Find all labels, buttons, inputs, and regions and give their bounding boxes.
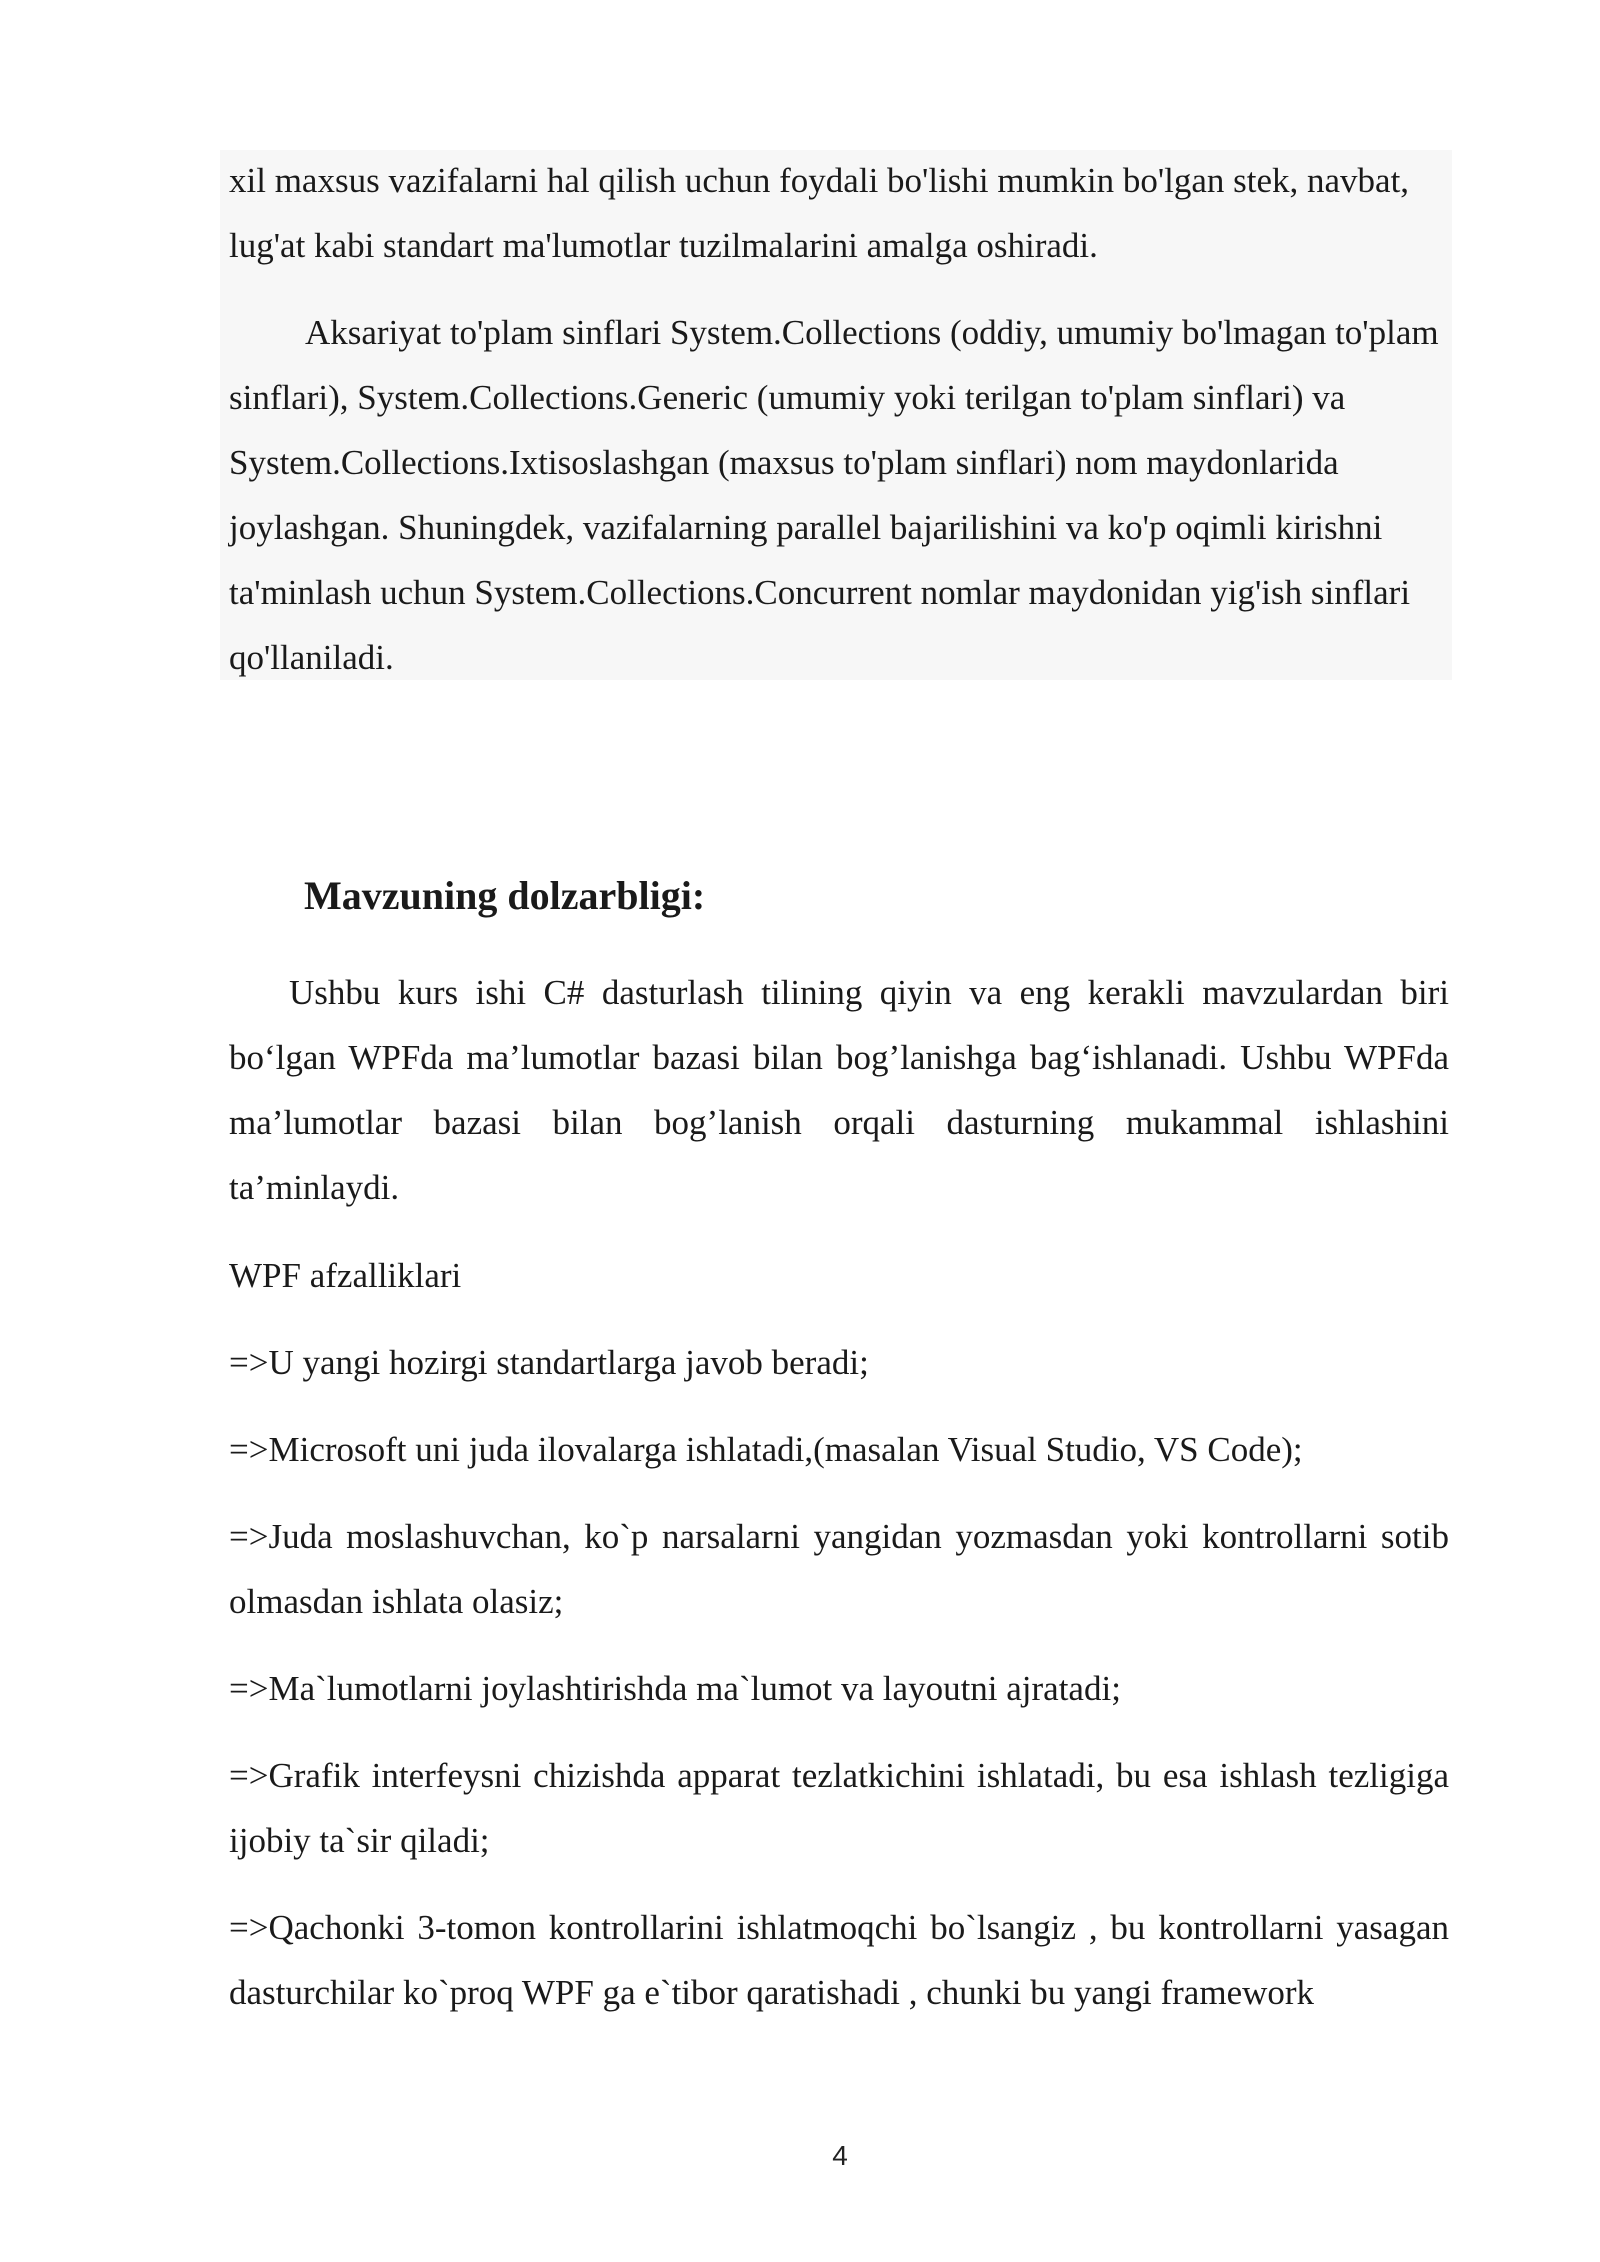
list-item: =>Microsoft uni juda ilovalarga ishlatadi,(masalan Visual Studio, VS Code);: [229, 1430, 1303, 1469]
list-item: =>U yangi hozirgi standartlarga javob beradi;: [229, 1343, 869, 1382]
list-item: =>Ma`lumotlarni joylashtirishda ma`lumot va layoutni ajratadi;: [229, 1669, 1121, 1708]
list-title: WPF afzalliklari: [229, 1256, 462, 1295]
paragraph-relevance: Ushbu kurs ishi C# dasturlash tilining qiyin va eng kerakli mavzulardan biri bo‘lgan WPFda ma’lumotlar bazasi bilan bog’lanishga bag‘ishlanadi. Ushbu WPFda ma’lumotlar bazasi bilan bog’lanish orqali dasturning mukammal ishlashini ta’minlaydi.: [229, 973, 1449, 1207]
list-item: =>Grafik interfeysni chizishda apparat tezlatkichini ishlatadi, bu esa ishlash tezligiga ijobiy ta`sir qiladi;: [229, 1756, 1449, 1860]
list-item: =>Juda moslashuvchan, ko`p narsalarni yangidan yozmasdan yoki kontrollarni sotib olmasdan ishlata olasiz;: [229, 1517, 1449, 1621]
list-item: =>Qachonki 3-tomon kontrollarini ishlatmoqchi bo`lsangiz , bu kontrollarni yasagan dasturchilar ko`proq WPF ga e`tibor qaratishadi , chunki bu yangi framework: [229, 1908, 1449, 2012]
paragraph-collections-namespaces: Aksariyat to'plam sinflari System.Collections (oddiy, umumiy bo'lmagan to'plam sinflari), System.Collections.Generic (umumiy yoki terilgan to'plam sinflari) va System.Collections.Ixtisoslashgan (maxsus to'plam sinflari) nom maydonlarida joylashgan. Shuningdek, vazifalarning parallel bajarilishini va ko'p oqimli kirishni ta'minlash uchun System.Collections.Concurrent nomlar maydonidan yig'ish sinflari qo'llaniladi.: [229, 313, 1439, 677]
section-heading: Mavzuning dolzarbligi:: [304, 873, 706, 918]
page-number: 4: [832, 2140, 848, 2171]
paragraph-intro-continuation: xil maxsus vazifalarni hal qilish uchun foydali bo'lishi mumkin bo'lgan stek, navbat, lug'at kabi standart ma'lumotlar tuzilmalarini amalga oshiradi.: [229, 161, 1410, 265]
